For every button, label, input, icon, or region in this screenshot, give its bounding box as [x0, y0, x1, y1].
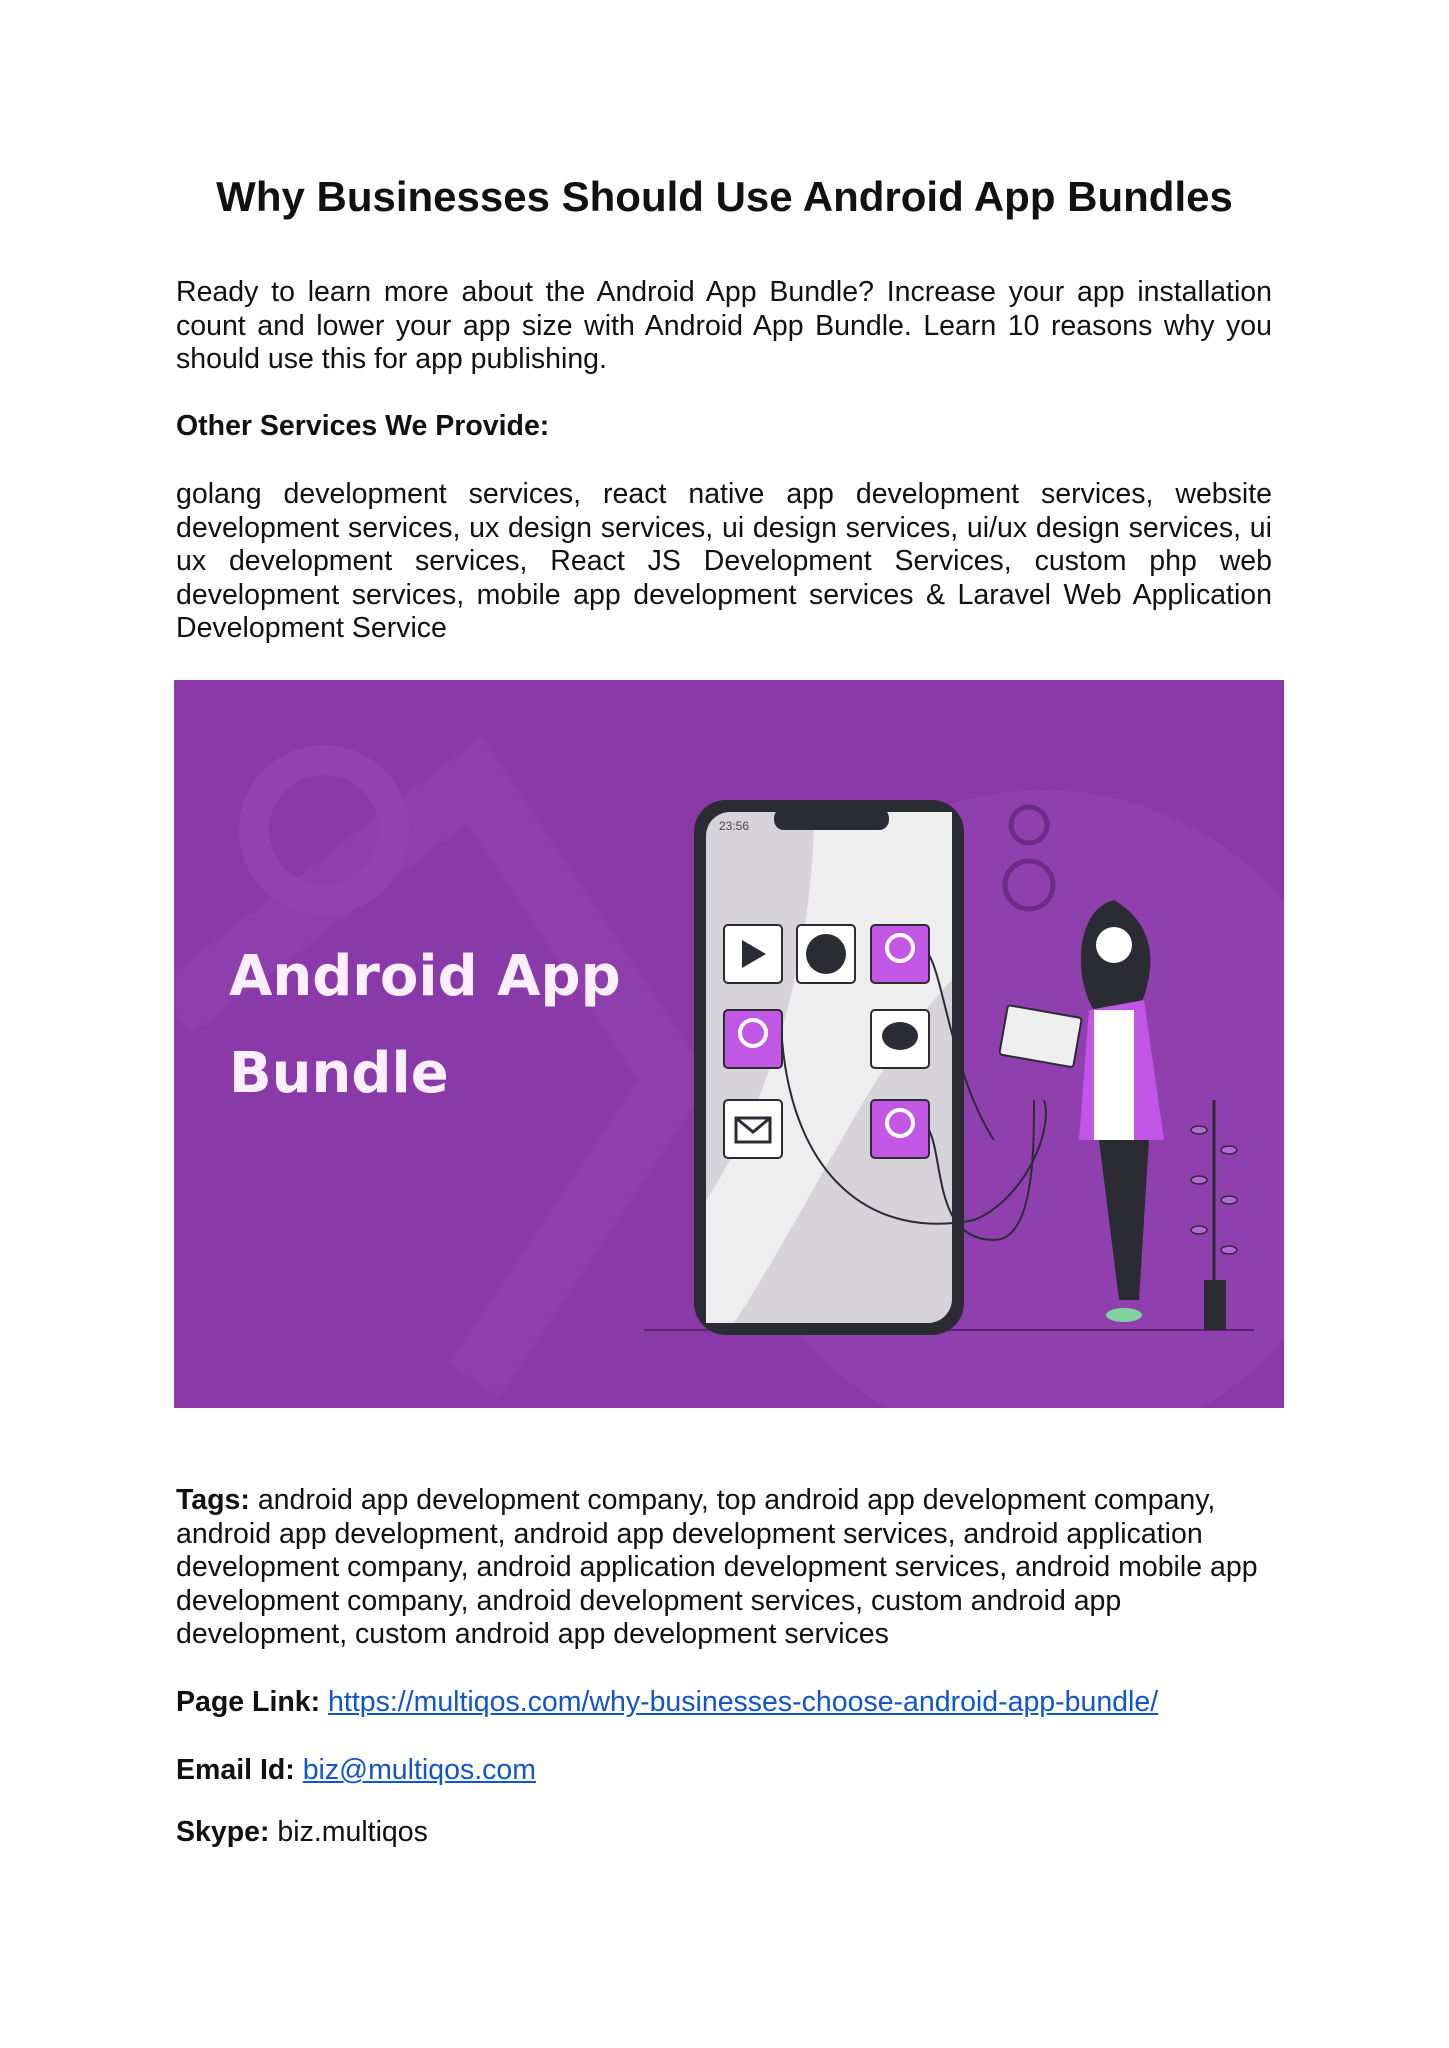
page-link-line	[176, 1686, 1272, 1720]
phone-time: 23:56	[719, 819, 750, 833]
email-line	[176, 1754, 1272, 1788]
services-paragraph: golang development services, react native app development services, website development services, ux design services, ui design services, ui/ux design services, ui ux development services, React JS Development Services, custom php web development services, mobile app development services & Laravel Web Application Development Service	[176, 478, 1272, 644]
skype-label: Skype:	[176, 1816, 270, 1848]
page-title: Why Businesses Should Use Android App Bundles	[216, 173, 1233, 220]
skype-line	[176, 1816, 1272, 1850]
banner-title-line1: Android App	[229, 944, 621, 1009]
android-app-bundle-banner	[174, 680, 1284, 1408]
intro-paragraph: Ready to learn more about the Android App Bundle? Increase your app installation count and lower your app size with Android App Bundle. Learn 10 reasons why you should use this for app publishing.	[176, 276, 1272, 375]
banner-title-line2: Bundle	[229, 1041, 449, 1106]
email-label: Email Id:	[176, 1754, 295, 1786]
tags-text: android app development company, top android app development company, android app development, android app development services, android application development company, android application development services, android mobile app development company, android development services, custom android app development, custom android app development services	[176, 1484, 1258, 1650]
page-link-label: Page Link:	[176, 1686, 321, 1718]
page-link[interactable]: https://multiqos.com/why-businesses-choose-android-app-bundle/	[328, 1686, 1159, 1718]
tags-label: Tags:	[176, 1484, 250, 1516]
skype-id: biz.multiqos	[277, 1816, 428, 1848]
banner-illustration	[174, 680, 1284, 1408]
email-link[interactable]: biz@multiqos.com	[302, 1754, 536, 1786]
tags-paragraph	[176, 1484, 1272, 1652]
services-heading: Other Services We Provide:	[176, 410, 550, 442]
